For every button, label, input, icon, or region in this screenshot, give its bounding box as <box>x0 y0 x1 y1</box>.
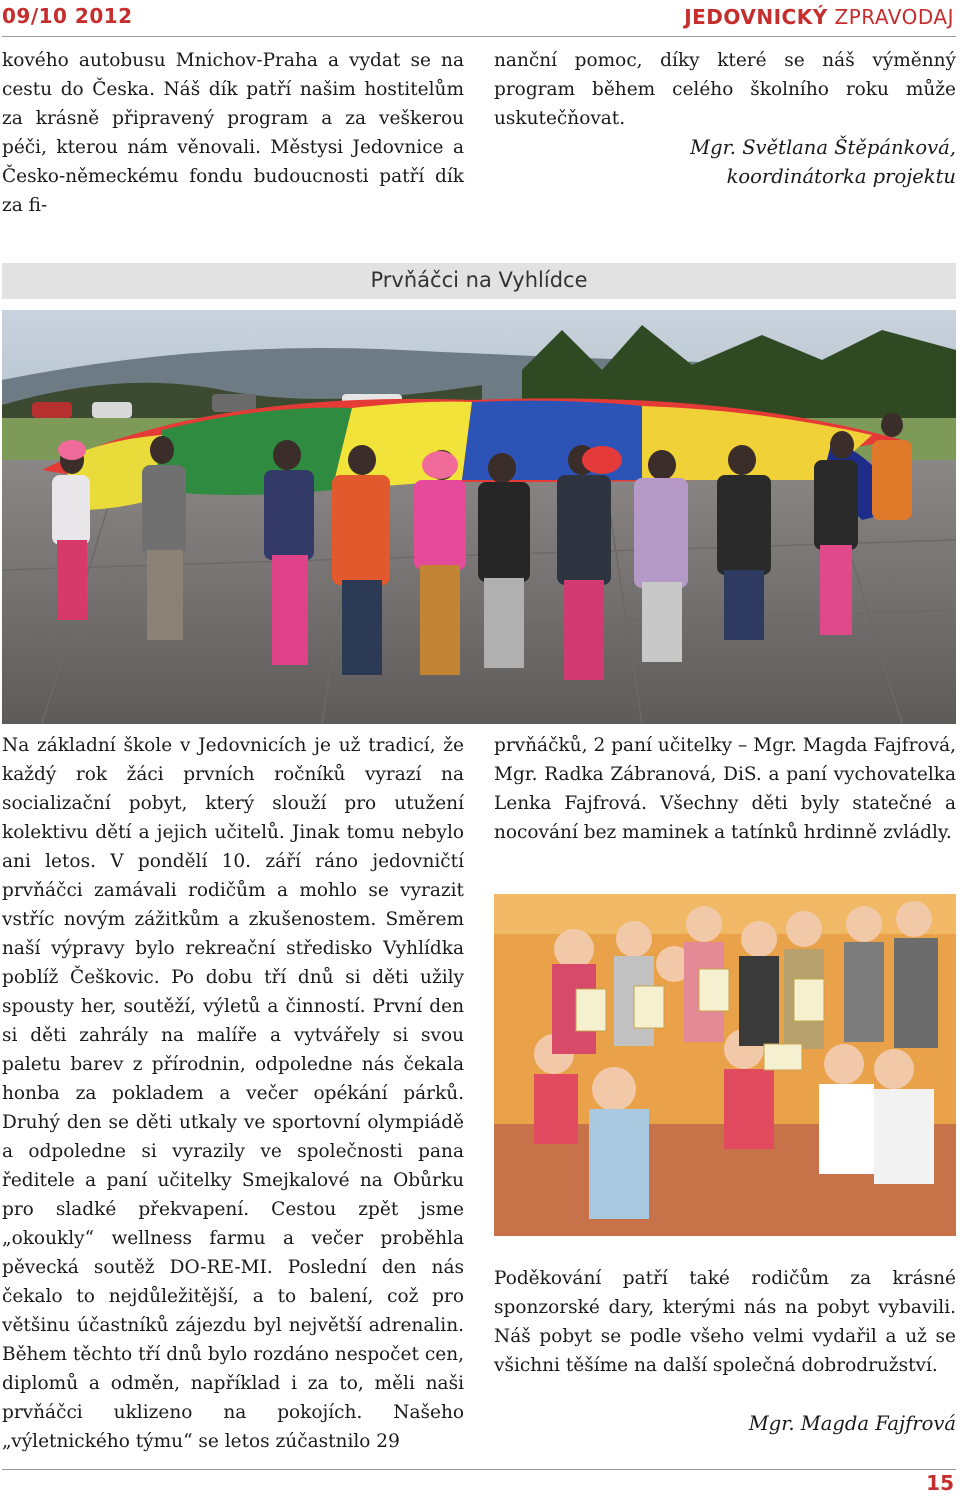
section-header-bar <box>2 263 956 299</box>
top-article-right-column <box>494 46 956 133</box>
page-number: 15 <box>926 1471 954 1495</box>
signature-name: Mgr. Světlana Štěpánková, <box>690 136 956 159</box>
article-right-text-2: Poděkování patří také rodičům za krásné sponzorské dary, kterými nás na pobyt vybavili. Náš pobyt se podle všeho velmi vydařil a už se všichni těšíme na další společná dobrodružství. <box>494 1268 956 1376</box>
magazine-title-light: ZPRAVODAJ <box>834 5 954 29</box>
section-title: Prvňáčci na Vyhlídce <box>370 268 588 292</box>
parachute-game-illustration <box>2 310 956 724</box>
top-article-signature <box>494 133 956 191</box>
parachute-game-photo <box>2 310 956 724</box>
article-right-column-top <box>494 731 956 847</box>
group-photo-illustration <box>494 894 956 1236</box>
top-article-left-text: kového autobusu Mnichov-Praha a vydat se na cestu do Česka. Náš dík patří našim hostitelům za krásně připravený program a za veškerou péči, kterou nám věnovali. Městysi Jedovnice a Česko-německému fondu budoucnosti patří dík za fi- <box>2 50 464 216</box>
top-article-right-text: nanční pomoc, díky které se náš výměnný program během celého školního roku může uskutečňovat. <box>494 50 956 129</box>
magazine-title-bold: JEDOVNICKÝ <box>684 5 828 29</box>
footer-rule <box>2 1469 956 1470</box>
article-right-column-bottom <box>494 1264 956 1380</box>
group-photo <box>494 894 956 1236</box>
magazine-title <box>684 5 954 29</box>
signature-role: koordinátorka projektu <box>726 165 956 188</box>
header-date: 09/10 2012 <box>2 4 133 28</box>
top-article-left-column <box>2 46 464 220</box>
article-signature: Mgr. Magda Fajfrová <box>748 1412 956 1435</box>
article-right-text-1: prvňáčků, 2 paní učitelky – Mgr. Magda Fajfrová, Mgr. Radka Zábranová, DiS. a paní vychovatelka Lenka Fajfrová. Všechny děti byly statečné a nocování bez maminek a tatínků hrdinně zvládly. <box>494 735 956 843</box>
article-left-column <box>2 731 464 1456</box>
article-left-text: Na základní škole v Jedovnicích je už tradicí, že každý rok žáci prvních ročníků vyrazí na socializační pobyt, který slouží pro utužení kolektivu dětí a jejich učitelů. Jinak tomu nebylo ani letos. V pondělí 10. září ráno jedovničtí prvňáčci zamávali rodičům a mohlo se vyrazit vstříc novým zážitkům a zkušenostem. Směrem naší výpravy bylo rekreační středisko Vyhlídka poblíž Češkovic. Po dobu tří dnů si děti užily spousty her, soutěží, výletů a činností. První den si děti zahrály na malíře a vytvářely si svou paletu barev z přírodnin, odpoledne nás čekala honba za pokladem a večer opékání párků. Druhý den se děti utkaly ve sportovní olympiádě a odpoledne si vyrazily ve společnosti pana ředitele a paní učitelky Smejkalové na Obůrku pro sladké překvapení. Cestou zpět jsme „okoukly“ wellness farmu a večer proběhla pěvecká soutěž DO-RE-MI. Poslední den nás čekalo to nejdůležitější, a to balení, což pro většinu účastníků zájezdu byl největší adrenalin. Během těchto tří dnů bylo rozdáno nespočet cen, diplomů a odměn, například i za to, měli naši prvňáčci uklizeno na pokojích. Našeho „výletnického týmu“ se letos zúčastnilo 29 <box>2 735 464 1452</box>
header-rule <box>2 36 956 37</box>
